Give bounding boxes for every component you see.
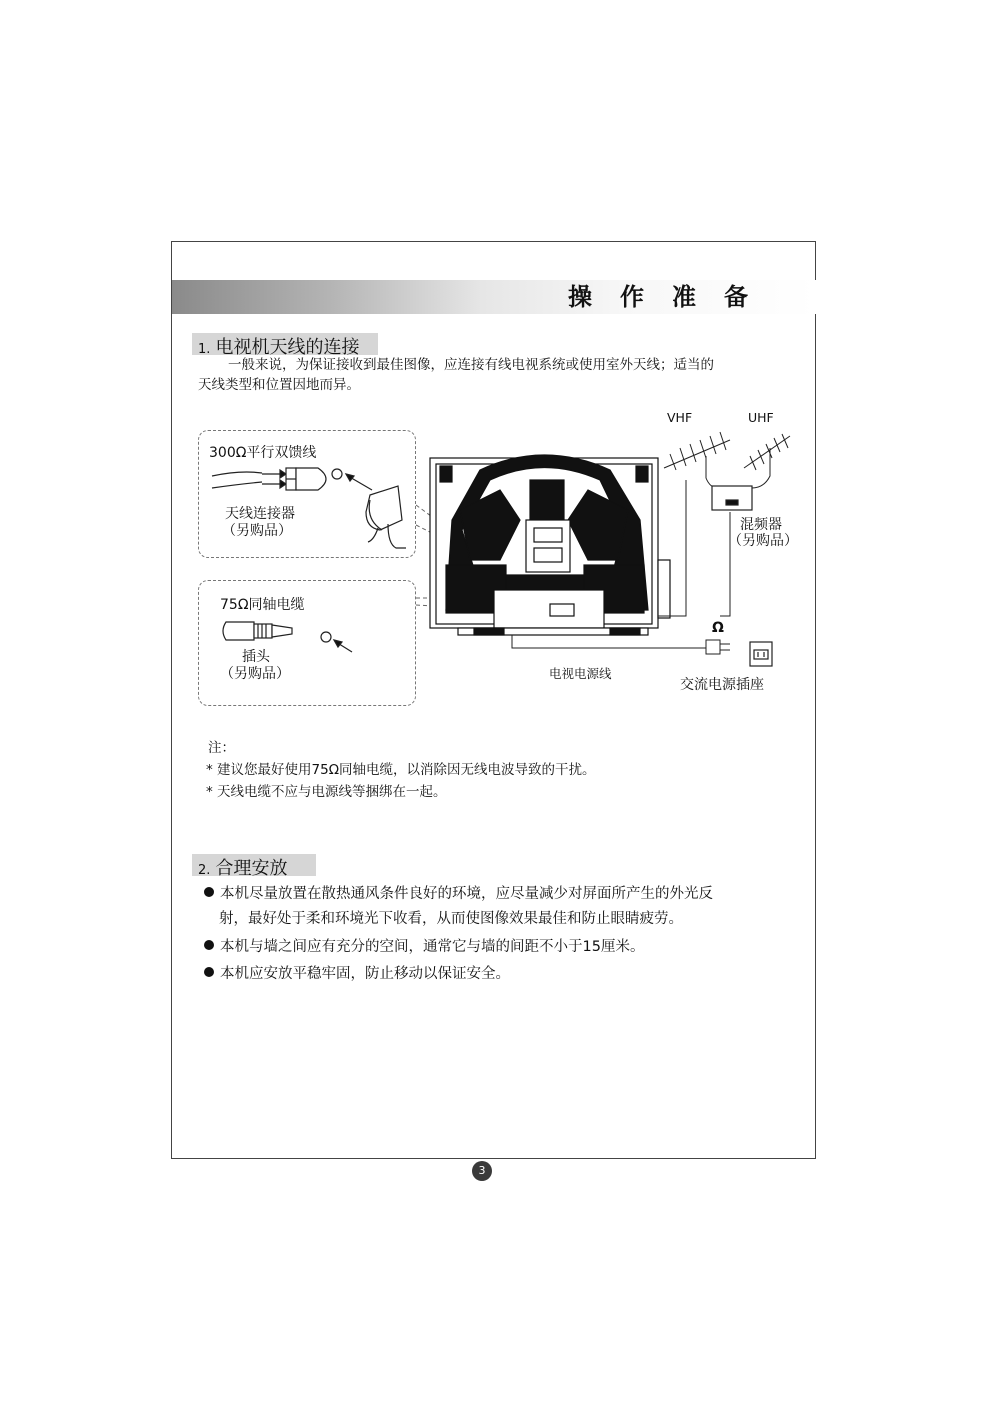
- bullet-dot-icon: [204, 887, 214, 897]
- vhf-label: VHF: [667, 410, 693, 425]
- section1-number: 1.: [198, 342, 211, 357]
- bullet-continuation: 射，最好处于柔和环境光下收看，从而使图像效果最佳和防止眼睛疲劳。: [219, 911, 683, 927]
- bullet-dot-icon: [204, 940, 214, 950]
- bullet-text: 本机与墙之间应有充分的空间，通常它与墙的间距不小于15厘米。: [220, 939, 645, 955]
- notes-heading: 注：: [208, 740, 235, 756]
- outlet-label: 交流电源插座: [680, 677, 764, 693]
- bullet-item: [204, 883, 713, 905]
- connector-note: （另购品）: [222, 523, 292, 539]
- plug-note: （另购品）: [220, 666, 290, 682]
- section2-title: 合理安放: [215, 858, 288, 879]
- ac-outlet-icon: [750, 642, 772, 666]
- section1-intro-line2: 天线类型和位置因地而异。: [198, 377, 360, 393]
- note-item-2: * 天线电缆不应与电源线等捆绑在一起。: [206, 784, 447, 800]
- bullet-text: 本机应安放平稳牢固，防止移动以保证安全。: [220, 966, 510, 982]
- ohm-symbol: Ω: [712, 620, 724, 636]
- bullet-item: [204, 963, 510, 985]
- section2-heading: [192, 854, 316, 879]
- power-cord-label: 电视电源线: [549, 666, 612, 681]
- coax-label: 75Ω同轴电缆: [220, 597, 305, 613]
- antenna-connector-icon: [332, 469, 406, 548]
- feeder-label: 300Ω平行双馈线: [209, 445, 317, 461]
- page-title: 操作准备: [568, 283, 776, 311]
- section2-number: 2.: [198, 863, 211, 878]
- mixer-label: 混频器: [740, 517, 782, 533]
- power-cord-icon: [512, 635, 730, 654]
- mixer-note: （另购品）: [728, 533, 798, 549]
- section1-title: 电视机天线的连接: [215, 337, 360, 358]
- feeder-line-icon: [212, 468, 326, 490]
- uhf-label: UHF: [748, 410, 774, 425]
- bullet-text: 本机尽量放置在散热通风条件良好的环境，应尽量减少对屏面所产生的外光反: [220, 886, 713, 902]
- plug-label: 插头: [242, 649, 270, 665]
- connector-label: 天线连接器: [225, 506, 295, 522]
- mixer-icon: [712, 486, 752, 510]
- page-number-badge: 3: [472, 1161, 492, 1181]
- bullet-dot-icon: [204, 967, 214, 977]
- note-item-1: * 建议您最好使用75Ω同轴电缆，以消除因无线电波导致的干扰。: [206, 762, 596, 778]
- section1-intro-line1: 一般来说，为保证接收到最佳图像，应连接有线电视系统或使用室外天线；适当的: [228, 357, 714, 373]
- tv-rear-icon: [430, 455, 670, 635]
- bullet-item: [204, 936, 644, 958]
